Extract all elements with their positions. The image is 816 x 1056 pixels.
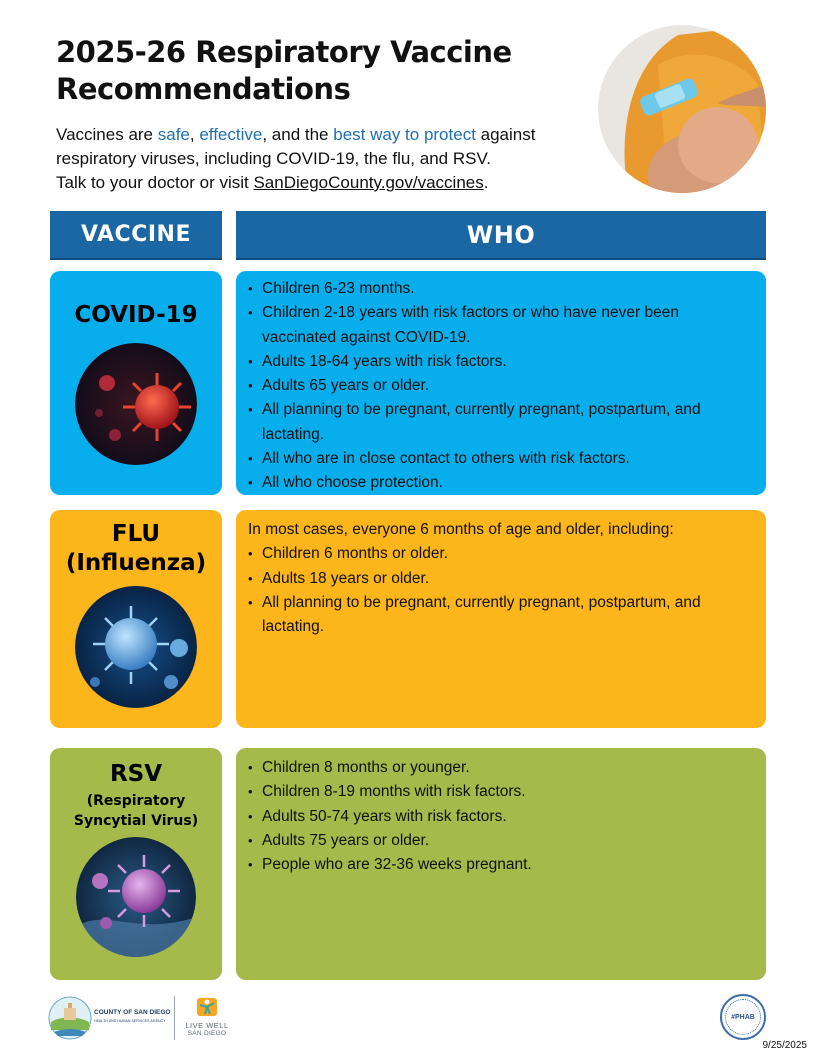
intro-text: , and the (262, 125, 334, 144)
covid-virus-image (75, 343, 197, 465)
vaccine-name: RSV (109, 761, 163, 787)
vaccine-name: FLU (111, 521, 161, 547)
who-list-covid (248, 277, 752, 496)
intro-highlight: safe (157, 125, 190, 144)
who-list-flu (248, 542, 752, 639)
who-list-rsv (248, 756, 752, 877)
live-well-san-diego-logo (179, 996, 235, 1042)
list-item: • Adults 65 years or older. (248, 374, 752, 398)
flu-virus-image (75, 586, 197, 708)
vaccines-website-link[interactable]: SanDiegoCounty.gov/vaccines (253, 173, 484, 192)
phab-badge-text: #PHAB (731, 1013, 755, 1021)
column-header-who: WHO (236, 211, 766, 260)
list-item: • Children 6 months or older. (248, 542, 752, 566)
intro-text: , (189, 125, 200, 144)
county-logo-agency: HEALTH AND HUMAN SERVICES AGENCY (94, 1019, 166, 1023)
vaccinated-arm-photo (598, 25, 766, 193)
publication-date: 9/25/2025 (762, 1040, 807, 1051)
list-item: • Adults 75 years or older. (248, 829, 752, 853)
intro-text: Talk to your doctor or visit (56, 173, 254, 192)
who-cell-rsv (236, 748, 766, 980)
vaccine-name: COVID-19 (74, 302, 198, 328)
list-item: • Children 6-23 months. (248, 277, 752, 301)
vaccine-subtitle: (Respiratory Syncytial Virus) (73, 793, 199, 829)
list-item: • All planning to be pregnant, currently pregnant, postpartum, and lactating. (248, 398, 752, 447)
live-well-line1: LIVE WELL (185, 1021, 229, 1030)
list-item: • Adults 18 years or older. (248, 567, 752, 591)
page-title: 2025-26 Respiratory Vaccine Recommendations (56, 35, 512, 106)
who-cell-flu (236, 510, 766, 728)
live-well-line2: SAN DIEGO (187, 1030, 227, 1037)
intro-text: against respiratory viruses, including COVID-19, the flu, and RSV. (56, 125, 536, 168)
county-of-san-diego-logo (48, 996, 172, 1040)
intro-text: Vaccines are (56, 125, 158, 144)
county-logo-name: COUNTY OF SAN DIEGO (94, 1009, 171, 1016)
vaccine-subtitle: (Influenza) (65, 550, 207, 576)
intro-highlight: best way to protect (333, 125, 476, 144)
vaccine-cell-flu (50, 510, 222, 728)
who-intro-flu: In most cases, everyone 6 months of age and older, including: (248, 521, 674, 538)
intro-highlight: effective (199, 125, 263, 144)
list-item: • Adults 50-74 years with risk factors. (248, 805, 752, 829)
phab-accreditation-badge (720, 994, 766, 1040)
county-seal-icon (48, 996, 92, 1040)
list-item: • All who choose protection. (248, 471, 752, 495)
rsv-virus-image (76, 837, 196, 957)
column-header-vaccine: VACCINE (50, 211, 222, 260)
list-item: • All planning to be pregnant, currently pregnant, postpartum, and lactating. (248, 591, 752, 640)
list-item: • Children 2-18 years with risk factors or who have never been vaccinated against COVID-19. (248, 301, 752, 350)
who-cell-covid (236, 271, 766, 495)
vaccine-cell-covid (50, 271, 222, 495)
vaccine-cell-rsv (50, 748, 222, 980)
intro-text: . (483, 173, 489, 192)
list-item: • Children 8-19 months with risk factors. (248, 780, 752, 804)
footer-divider (174, 996, 175, 1040)
list-item: • Adults 18-64 years with risk factors. (248, 350, 752, 374)
live-well-figure-icon (195, 996, 219, 1018)
intro-paragraph (56, 123, 601, 195)
list-item: • Children 8 months or younger. (248, 756, 752, 780)
list-item: • People who are 32-36 weeks pregnant. (248, 853, 752, 877)
list-item: • All who are in close contact to others with risk factors. (248, 447, 752, 471)
